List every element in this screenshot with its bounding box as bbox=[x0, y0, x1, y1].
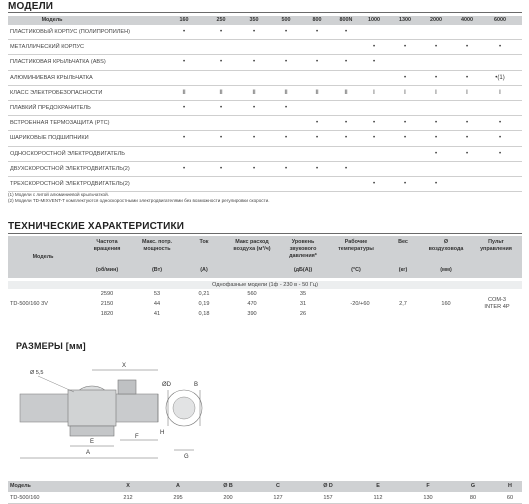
model-size-350: 350 bbox=[249, 17, 259, 23]
model-size-1000: 1000 bbox=[368, 17, 380, 23]
feature-row bbox=[8, 116, 522, 131]
specs-temp: -20/+60 bbox=[350, 301, 370, 307]
feature-mark: I bbox=[404, 89, 406, 96]
model-size-1300: 1300 bbox=[399, 17, 411, 23]
dim-value-6: 112 bbox=[373, 495, 383, 501]
feature-mark: • bbox=[372, 120, 376, 127]
feature-mark: • bbox=[372, 135, 376, 142]
specs-model-header: Модель bbox=[32, 254, 54, 260]
specs-power-value: 41 bbox=[153, 311, 161, 317]
specs-col-7-unit: (мм) bbox=[440, 267, 452, 273]
feature-mark: • bbox=[498, 150, 502, 157]
specs-flow-value: 390 bbox=[247, 311, 257, 317]
feature-mark: II bbox=[284, 89, 288, 96]
feature-mark: • bbox=[465, 74, 469, 81]
feature-mark: • bbox=[284, 104, 288, 111]
label-e: E bbox=[90, 439, 95, 445]
feature-label: КЛАСС ЭЛЕКТРОБЕЗОПАСНОСТИ bbox=[10, 89, 103, 96]
feature-row bbox=[8, 40, 522, 55]
feature-mark: • bbox=[284, 59, 288, 66]
feature-mark: I bbox=[466, 89, 468, 96]
feature-mark: • bbox=[315, 29, 319, 35]
dim-header-6: E bbox=[376, 483, 380, 489]
specs-col-1-unit: (Вт) bbox=[151, 267, 163, 273]
feature-mark: I bbox=[499, 89, 501, 96]
feature-mark: • bbox=[344, 135, 348, 142]
feature-mark: II bbox=[182, 89, 186, 96]
specs-col-0-name: Частота вращения bbox=[93, 239, 121, 252]
feature-label: ШАРИКОВЫЕ ПОДШИПНИКИ bbox=[10, 135, 89, 142]
specs-power-value: 44 bbox=[153, 301, 161, 307]
models-title-rule bbox=[8, 12, 522, 13]
feature-mark: • bbox=[403, 74, 407, 81]
feature-mark: • bbox=[284, 165, 288, 172]
models-table bbox=[8, 16, 522, 192]
feature-mark: • bbox=[219, 59, 223, 66]
feature-label: МЕТАЛЛИЧЕСКИЙ КОРПУС bbox=[10, 44, 85, 51]
feature-mark: • bbox=[434, 74, 438, 81]
label-a: A bbox=[86, 450, 91, 456]
feature-mark: • bbox=[498, 135, 502, 142]
feature-mark: • bbox=[252, 104, 256, 111]
feature-mark: • bbox=[315, 165, 319, 172]
feature-mark: • bbox=[465, 44, 469, 51]
specs-control: COM-3 INTER 4P bbox=[484, 297, 510, 310]
model-size-6000: 6000 bbox=[494, 17, 506, 23]
feature-label: ТРЕХСКОРОСТНОЙ ЭЛЕКТРОДВИГАТЕЛЬ(2) bbox=[10, 180, 130, 187]
feature-mark: I bbox=[435, 89, 437, 96]
specs-weight: 2,7 bbox=[399, 301, 407, 307]
feature-mark: • bbox=[315, 59, 319, 66]
feature-mark: • bbox=[219, 135, 223, 142]
feature-mark: • bbox=[344, 120, 348, 127]
specs-duct: 160 bbox=[441, 301, 451, 307]
dim-value-8: 80 bbox=[469, 495, 477, 501]
specs-flow-value: 560 bbox=[247, 291, 257, 297]
feature-mark: • bbox=[498, 120, 502, 127]
specs-body bbox=[8, 279, 522, 324]
specs-col-5-unit: (°С) bbox=[351, 267, 361, 273]
specs-noise-value: 35 bbox=[299, 291, 307, 297]
feature-mark: • bbox=[182, 135, 186, 142]
feature-mark: • bbox=[344, 165, 348, 172]
specs-rpm-value: 1820 bbox=[100, 311, 114, 317]
specs-current-value: 0,21 bbox=[198, 291, 210, 297]
feature-row bbox=[8, 162, 522, 177]
specs-rpm-value: 2150 bbox=[100, 301, 114, 307]
specs-col-2-name: Ток bbox=[199, 239, 209, 245]
feature-row bbox=[8, 177, 522, 192]
label-h: H bbox=[160, 430, 165, 436]
model-size-250: 250 bbox=[216, 17, 226, 23]
feature-row bbox=[8, 101, 522, 116]
feature-row bbox=[8, 55, 522, 70]
model-size-800: 800 bbox=[312, 17, 322, 23]
feature-mark: • bbox=[182, 165, 186, 172]
specs-current-value: 0,19 bbox=[198, 301, 210, 307]
specs-current-value: 0,18 bbox=[198, 311, 210, 317]
specs-col-0-unit: (об/мин) bbox=[95, 267, 119, 273]
feature-mark: • bbox=[252, 59, 256, 66]
feature-label: ПЛАВКИЙ ПРЕДОХРАНИТЕЛЬ bbox=[10, 104, 91, 111]
feature-mark: • bbox=[403, 120, 407, 127]
feature-row bbox=[8, 25, 522, 40]
feature-mark: • bbox=[182, 104, 186, 111]
specs-col-7-name: Ø воздуховода bbox=[428, 239, 464, 252]
feature-mark: • bbox=[403, 44, 407, 51]
feature-mark: • bbox=[403, 180, 407, 187]
label-g: G bbox=[184, 454, 189, 460]
feature-mark: • bbox=[252, 135, 256, 142]
feature-mark: • bbox=[372, 180, 376, 187]
feature-mark: • bbox=[434, 180, 438, 187]
specs-col-6-unit: (кг) bbox=[398, 267, 408, 273]
specs-title-rule bbox=[8, 233, 522, 234]
feature-mark: • bbox=[219, 29, 223, 35]
fan-drawing bbox=[8, 350, 208, 470]
feature-mark: • bbox=[434, 120, 438, 127]
feature-mark: • bbox=[434, 150, 438, 157]
dim-value-3: 200 bbox=[223, 495, 233, 501]
specs-title: ТЕХНИЧЕСКИЕ ХАРАКТЕРИСТИКИ bbox=[8, 221, 185, 232]
dim-header-9: H bbox=[508, 483, 512, 489]
feature-mark: • bbox=[315, 120, 319, 127]
feature-label: АЛЮМИНИЕВАЯ КРЫЛЬЧАТКА bbox=[10, 74, 93, 81]
specs-col-6-name: Вес bbox=[398, 239, 408, 245]
model-size-4000: 4000 bbox=[461, 17, 473, 23]
dimensions-row bbox=[8, 493, 522, 504]
specs-subheader: Однофазные модели (1ф - 230 в - 50 Гц) bbox=[8, 281, 522, 289]
dim-value-5: 157 bbox=[323, 495, 333, 501]
dim-header-2: A bbox=[176, 483, 180, 489]
feature-mark: • bbox=[372, 44, 376, 51]
label-d: ØD bbox=[162, 382, 171, 388]
feature-mark: • bbox=[434, 44, 438, 51]
feature-label: ОДНОСКОРОСТНОЙ ЭЛЕКТРОДВИГАТЕЛЬ bbox=[10, 150, 125, 157]
dim-value-7: 130 bbox=[423, 495, 433, 501]
dim-header-3: Ø B bbox=[223, 483, 233, 489]
specs-col-1-name: Макс. потр. мощность bbox=[141, 239, 173, 252]
feature-mark: • bbox=[465, 150, 469, 157]
dim-header-5: Ø D bbox=[323, 483, 333, 489]
feature-mark: • bbox=[344, 29, 348, 35]
feature-mark: • bbox=[182, 59, 186, 66]
dim-value-4: 127 bbox=[273, 495, 283, 501]
feature-label: ДВУХСКОРОСТНОЙ ЭЛЕКТРОДВИГАТЕЛЬ(2) bbox=[10, 165, 130, 172]
feature-mark: • bbox=[498, 44, 502, 51]
dim-value-0: TD-500/160 bbox=[10, 495, 40, 501]
feature-label: ВСТРОЕННАЯ ТЕРМОЗАЩИТА (PTC) bbox=[10, 120, 110, 127]
feature-row bbox=[8, 86, 522, 101]
feature-mark: • bbox=[219, 104, 223, 111]
dim-value-1: 212 bbox=[123, 495, 133, 501]
label-x: X bbox=[122, 363, 127, 369]
dim-header-4: C bbox=[276, 483, 280, 489]
footnote-1: (1) Модели с литой алюминиевой крыльчаткой. bbox=[8, 192, 109, 197]
feature-mark: • bbox=[344, 59, 348, 66]
models-title: МОДЕЛИ bbox=[8, 1, 54, 12]
models-footnotes bbox=[8, 192, 522, 204]
specs-noise-value: 26 bbox=[299, 311, 307, 317]
side-view-hub bbox=[173, 397, 195, 419]
models-header-label: Модель bbox=[41, 17, 63, 23]
feature-mark: •(1) bbox=[495, 74, 505, 81]
dimensions-title: РАЗМЕРЫ [мм] bbox=[16, 341, 86, 351]
feature-mark: • bbox=[252, 165, 256, 172]
feature-row bbox=[8, 147, 522, 162]
feature-mark: II bbox=[315, 89, 319, 96]
models-header bbox=[8, 16, 522, 25]
feature-mark: II bbox=[252, 89, 256, 96]
dim-header-0: Модель bbox=[10, 483, 31, 489]
specs-col-2-unit: (А) bbox=[200, 267, 208, 273]
specs-power-value: 53 bbox=[153, 291, 161, 297]
dim-value-9: 60 bbox=[506, 495, 514, 501]
feature-mark: II bbox=[344, 89, 348, 96]
feature-mark: • bbox=[315, 135, 319, 142]
model-size-2000: 2000 bbox=[430, 17, 442, 23]
specs-rpm-value: 2590 bbox=[100, 291, 114, 297]
feature-mark: • bbox=[284, 29, 288, 35]
dim-value-2: 295 bbox=[173, 495, 183, 501]
model-size-500: 500 bbox=[281, 17, 291, 23]
model-size-160: 160 bbox=[179, 17, 189, 23]
feature-mark: • bbox=[182, 29, 186, 35]
specs-col-3-name: Макс расход воздуха (м³/ч) bbox=[233, 239, 271, 252]
dim-header-8: G bbox=[470, 483, 476, 489]
feature-mark: I bbox=[373, 89, 375, 96]
mount-bracket bbox=[70, 426, 114, 436]
specs-header bbox=[8, 236, 522, 278]
dim-header-7: F bbox=[426, 483, 430, 489]
model-size-800n: 800N bbox=[339, 17, 353, 23]
feature-mark: II bbox=[219, 89, 223, 96]
terminal-box bbox=[118, 380, 136, 394]
feature-mark: • bbox=[219, 165, 223, 172]
footnote-2: (2) Модели TD-MIXVENT-T комплектуются односкоростными электродвигателями без возможности регулировки скорости. bbox=[8, 198, 270, 203]
specs-col-5-name: Рабочие температуры bbox=[338, 239, 374, 252]
specs-col-8-name: Пульт управления bbox=[480, 239, 512, 252]
feature-row bbox=[8, 71, 522, 86]
dim-header-1: X bbox=[126, 483, 130, 489]
specs-noise-value: 31 bbox=[299, 301, 307, 307]
feature-mark: • bbox=[403, 135, 407, 142]
feature-mark: • bbox=[252, 29, 256, 35]
specs-col-4-unit: (дБ(А)) bbox=[293, 267, 313, 273]
feature-mark: • bbox=[434, 135, 438, 142]
specs-model: TD-500/160 3V bbox=[10, 301, 48, 307]
feature-mark: • bbox=[465, 135, 469, 142]
feature-row bbox=[8, 131, 522, 146]
motor-block bbox=[68, 390, 116, 426]
label-f: F bbox=[135, 434, 139, 440]
specs-flow-value: 470 bbox=[247, 301, 257, 307]
feature-mark: • bbox=[284, 135, 288, 142]
feature-label: ПЛАСТИКОВЫЙ КОРПУС (ПОЛИПРОПИЛЕН) bbox=[10, 29, 131, 35]
feature-mark: • bbox=[465, 120, 469, 127]
specs-col-4-name: Уровень звукового давления* bbox=[289, 239, 317, 259]
feature-mark: • bbox=[372, 59, 376, 66]
dimensions-header bbox=[8, 481, 522, 492]
feature-label: ПЛАСТИКОВАЯ КРЫЛЬЧАТКА (ABS) bbox=[10, 59, 106, 66]
label-hole: Ø 5,5 bbox=[30, 370, 44, 376]
hole-leader bbox=[38, 376, 74, 392]
label-b: B bbox=[194, 382, 199, 388]
